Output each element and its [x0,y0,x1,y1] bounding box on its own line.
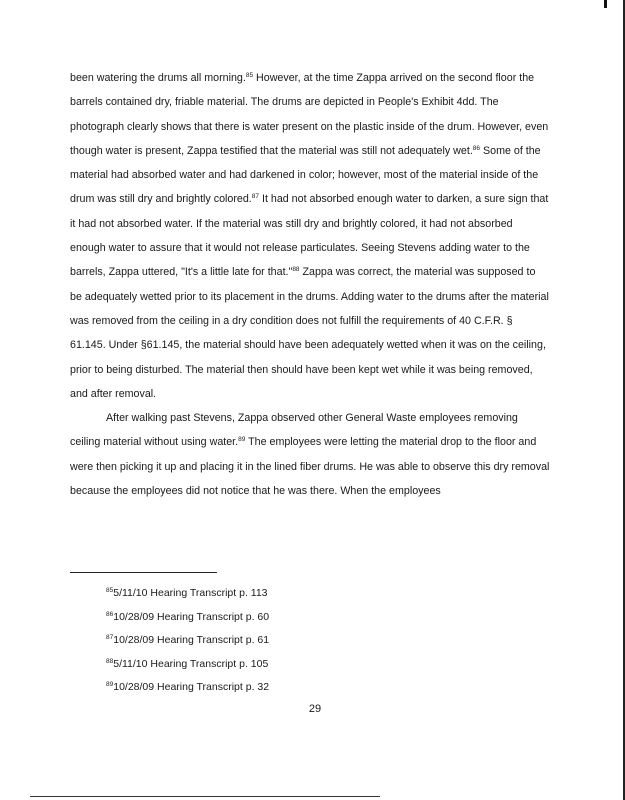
page-number: 29 [308,703,322,715]
sentence: Zappa was correct, the material was supposed to be adequately wetted prior to its placement in the drums. Adding water to the drums after the material was removed from the ceiling in a dry condition does not fulfill the requirements of 40 C.F.R. § 61.145. Under §61.145, the material should have been adequately wetted when it was on the ceiling, prior to being disturbed. The material then should have been kept wet while it was being removed, and after removal. [70,266,549,400]
footnotes [106,582,269,700]
footnote-number: 86 [106,610,114,618]
footnote-text: 10/28/09 Hearing Transcript p. 32 [113,681,270,693]
footnote-number: 88 [106,657,114,665]
sentence: been watering the drums all morning. [70,72,246,84]
paragraph [70,406,550,503]
sentence: It had not absorbed enough water to darken, a sure sign that it had not absorbed water. If the material was still dry and brightly colored, it had not absorbed enough water to assure that it would not release particulates. Seeing Stevens adding water to the barrels, Zappa uttered, "It's a little late for that." [70,193,549,279]
scan-edge-bottom [30,796,380,797]
footnote [106,676,269,700]
paragraph [70,66,550,406]
sentence: The employees were letting the material drop to the floor and were then picking it up and placing it in the lined fiber drums. He was able to observe this dry removal because the employees did not notice that he was there. When the employees [70,436,550,498]
footnote [106,653,269,677]
footnote-ref: 87 [251,193,259,201]
footnote-number: 87 [106,634,114,641]
sentence: After walking past Stevens, Zappa observed other General Waste employees removing ceiling material without using water. [70,412,518,449]
footnote-ref: 86 [472,144,481,152]
footnote-number: 85 [106,587,114,594]
footnote [106,606,269,630]
scan-mark [604,0,607,8]
footnote-text: 10/28/09 Hearing Transcript p. 61 [113,634,270,646]
footnote-number: 89 [106,681,114,688]
sentence: Some of the material had absorbed water and had darkened in color; however, most of the material inside of the drum was still dry and brightly colored. [70,144,541,206]
footnote-ref: 88 [292,266,300,274]
body-text [70,66,550,503]
footnote-separator [70,572,217,573]
footnote [106,629,269,653]
footnote-text: 10/28/09 Hearing Transcript p. 60 [113,610,270,623]
footnote-text: 5/11/10 Hearing Transcript p. 113 [113,587,268,599]
footnote [106,582,269,606]
sentence: However, at the time Zappa arrived on the second floor the barrels contained dry, friable material. The drums are depicted in People's Exhibit 4dd. The photograph clearly shows that there is water present on the plastic inside of the drum. However, even though water is present, Zappa testified that the material was still not adequately wet. [70,72,549,157]
footnote-ref: 89 [238,436,246,444]
footnote-text: 5/11/10 Hearing Transcript p. 105 [113,657,269,670]
footnote-ref: 85 [245,72,254,79]
